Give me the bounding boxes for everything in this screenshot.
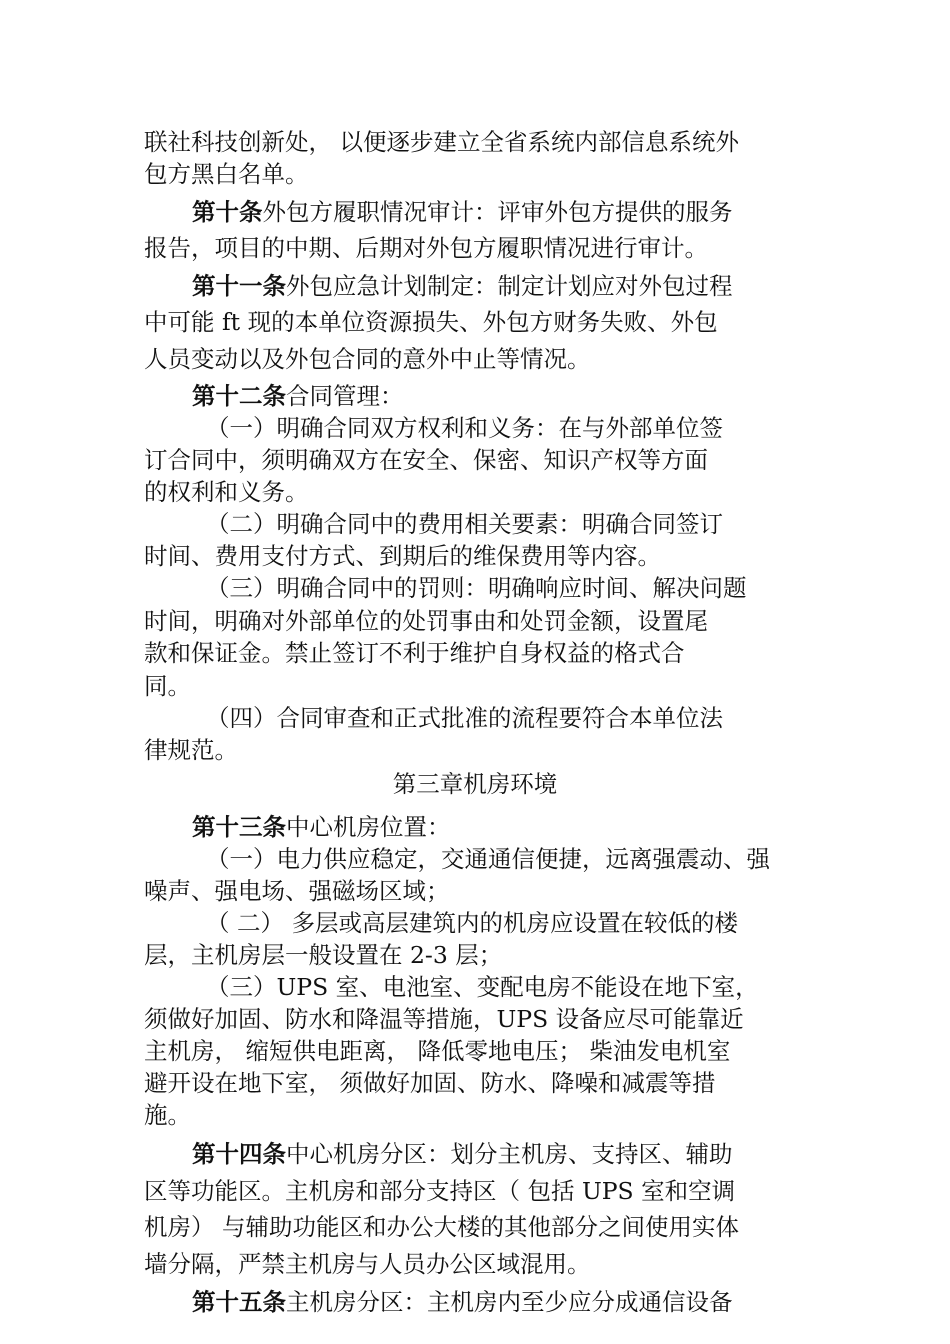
article-text: 中心机房分区：划分主机房、支持区、辅助 [286, 1140, 733, 1168]
text-line: 时间，明确对外部单位的处罚事由和处罚金额，设置尾 [144, 607, 708, 635]
text-line: 报告，项目的中期、后期对外包方履职情况进行审计。 [144, 234, 708, 262]
article-text: 外包应急计划制定：制定计划应对外包过程 [286, 272, 733, 300]
text-line: 须做好加固、防水和降温等措施，UPS 设备应尽可能靠近 [144, 1005, 744, 1033]
article-14 [192, 1138, 806, 1170]
text-line: （三）明确合同中的罚则：明确响应时间、解决问题 [206, 574, 747, 602]
text-line: 墙分隔，严禁主机房与人员办公区域混用。 [144, 1250, 591, 1278]
text-line: 同。 [144, 672, 191, 700]
article-11 [192, 270, 806, 302]
text-line: 区等功能区。主机房和部分支持区（ 包括 UPS 室和空调 [144, 1177, 736, 1205]
article-15 [192, 1286, 806, 1318]
article-text: 合同管理： [286, 382, 404, 410]
text-line: 施。 [144, 1101, 191, 1129]
text-line: 人员变动以及外包合同的意外中止等情况。 [144, 345, 591, 373]
article-title: 第十三条 [192, 813, 286, 841]
article-13 [192, 811, 806, 843]
article-10 [192, 196, 806, 228]
text-line: 中可能 ft 现的本单位资源损失、外包方财务失败、外包 [144, 308, 718, 336]
text-line: 层，主机房层一般设置在 2-3 层； [144, 941, 503, 969]
chapter-heading: 第三章机房环境 [392, 770, 558, 798]
article-title: 第十五条 [192, 1288, 286, 1316]
text-line: （一）电力供应稳定，交通通信便捷，远离强震动、强 [206, 845, 770, 873]
text-line: （ 二） 多层或高层建筑内的机房应设置在较低的楼 [206, 909, 738, 937]
article-title: 第十条 [192, 198, 263, 226]
article-title: 第十二条 [192, 382, 286, 410]
text-line: 时间、费用支付方式、到期后的维保费用等内容。 [144, 542, 661, 570]
text-line: （四）合同审查和正式批准的流程要符合本单位法 [206, 704, 723, 732]
text-line: （二）明确合同中的费用相关要素：明确合同签订 [206, 510, 723, 538]
text-line: 的权利和义务。 [144, 478, 309, 506]
text-line: （一）明确合同双方权利和义务：在与外部单位签 [206, 414, 723, 442]
article-12 [192, 380, 806, 412]
text-line: 包方黑白名单。 [144, 160, 309, 188]
text-line: （三）UPS 室、电池室、变配电房不能设在地下室， [206, 973, 759, 1001]
article-text: 主机房分区：主机房内至少应分成通信设备 [286, 1288, 733, 1316]
text-line: 订合同中，须明确双方在安全、保密、知识产权等方面 [144, 446, 708, 474]
text-line: 主机房， 缩短供电距离， 降低零地电压； 柴油发电机室 [144, 1037, 731, 1065]
article-title: 第十一条 [192, 272, 286, 300]
text-line: 款和保证金。禁止签订不利于维护自身权益的格式合 [144, 639, 685, 667]
article-title: 第十四条 [192, 1140, 286, 1168]
text-line: 联社科技创新处， 以便逐步建立全省系统内部信息系统外 [144, 128, 739, 156]
text-line: 机房） 与辅助功能区和办公大楼的其他部分之间使用实体 [144, 1213, 739, 1241]
text-line: 律规范。 [144, 736, 238, 764]
text-line: 避开设在地下室， 须做好加固、防水、降噪和减震等措 [144, 1069, 716, 1097]
article-text: 外包方履职情况审计：评审外包方提供的服务 [262, 198, 733, 226]
article-text: 中心机房位置： [286, 813, 451, 841]
text-line: 噪声、强电场、强磁场区域； [144, 877, 450, 905]
